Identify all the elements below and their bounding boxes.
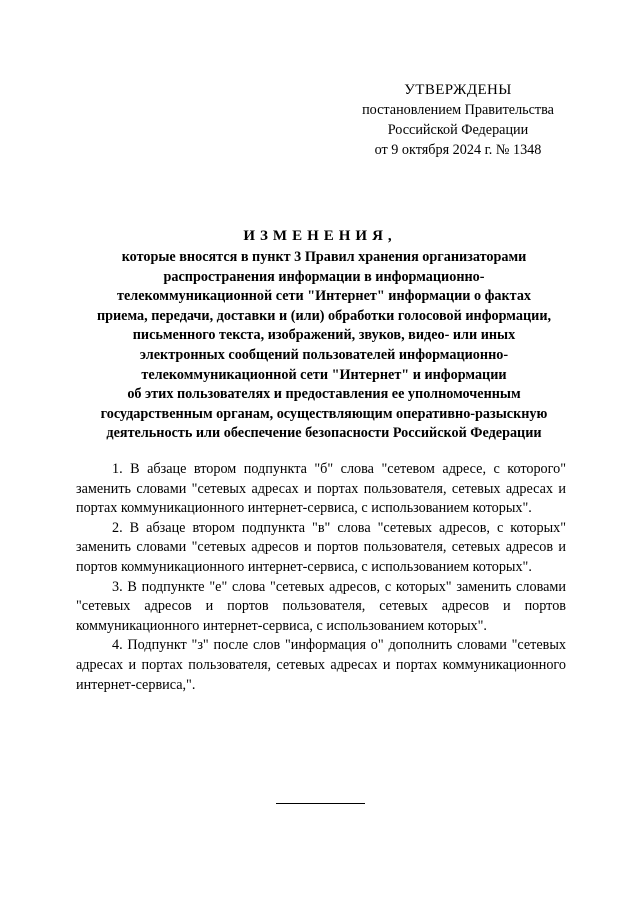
approval-line-2: Российской Федерации bbox=[387, 122, 529, 138]
subtitle-line: деятельность или обеспечение безопасности Российской Федерации bbox=[106, 425, 542, 442]
approval-stamp bbox=[340, 80, 576, 160]
document-body bbox=[76, 460, 566, 695]
subtitle-line: которые вносятся в пункт 3 Правил хранения организаторами bbox=[121, 249, 527, 265]
subtitle-line: телекоммуникационной сети "Интернет" информации о фактах bbox=[116, 288, 532, 305]
approval-heading: УТВЕРЖДЕНЫ bbox=[404, 82, 512, 98]
document-title: ИЗМЕНЕНИЯ, bbox=[243, 228, 397, 244]
subtitle-line: письменного текста, изображений, звуков, видео- или иных bbox=[132, 327, 516, 344]
paragraph-3: 3. В подпункте "е" слова "сетевых адресов, с которых" заменить словами "сетевых адресов и портов пользователя, сетевых адресов и портов коммуникационного интернет-сервиса, с использованием которых". bbox=[76, 578, 566, 634]
subtitle-line: приема, передачи, доставки и (или) обработки голосовой информации, bbox=[96, 307, 552, 324]
paragraph-1: 1. В абзаце втором подпункта "б" слова "сетевом адресе, с которого" заменить словами "сетевых адресах и портах пользователя, сетевых адресах и портах коммуникационного интернет-сервиса, с использованием которых". bbox=[76, 461, 566, 517]
subtitle-line: телекоммуникационной сети "Интернет" и информации bbox=[141, 366, 507, 383]
subtitle-line: электронных сообщений пользователей информационно- bbox=[139, 346, 509, 363]
approval-line-3: от 9 октября 2024 г. № 1348 bbox=[374, 142, 542, 158]
document-subtitle bbox=[78, 248, 570, 444]
subtitle-line: об этих пользователях и предоставления ее уполномоченным bbox=[127, 386, 521, 403]
subtitle-line: распространения информации в информационно- bbox=[163, 268, 485, 285]
paragraph-4: 4. Подпункт "з" после слов "информация о" дополнить словами "сетевых адресах и портах пользователя, сетевых адресах и портах коммуникационного интернет-сервиса,". bbox=[76, 637, 566, 693]
subtitle-line: государственным органам, осуществляющим оперативно-разыскную bbox=[100, 405, 548, 422]
approval-line-1: постановлением Правительства bbox=[362, 102, 554, 118]
end-divider bbox=[276, 803, 365, 804]
paragraph-2: 2. В абзаце втором подпункта "в" слова "сетевых адресов, с которых" заменить словами "сетевых адресов и портов пользователя, сетевых адресов и портов коммуникационного интернет-сервиса, с использованием которых". bbox=[76, 519, 566, 575]
